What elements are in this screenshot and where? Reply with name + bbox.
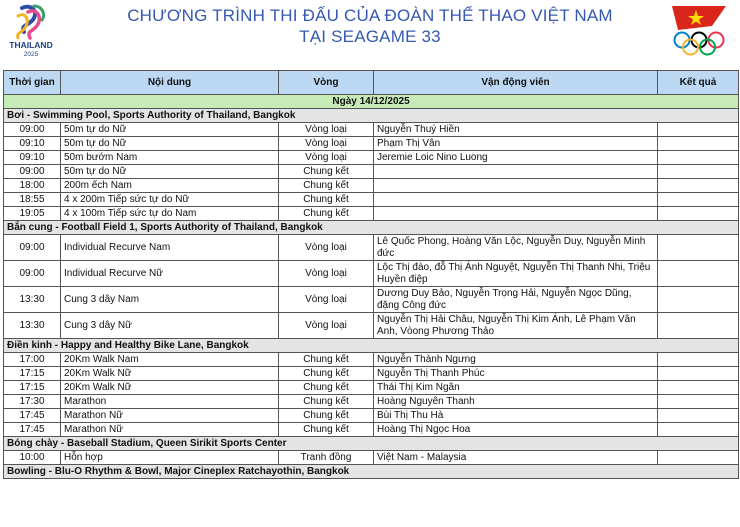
page-subtitle: TẠI SEAGAME 33	[299, 27, 441, 46]
cell-result	[658, 423, 739, 437]
cell-athletes: Việt Nam - Malaysia	[374, 451, 658, 465]
table-row	[4, 193, 739, 207]
cell-event: Individual Recurve Nữ	[61, 261, 279, 287]
cell-athletes	[374, 165, 658, 179]
venue-row	[4, 221, 739, 235]
table-row	[4, 207, 739, 221]
venue-row	[4, 109, 739, 123]
cell-event: Marathon Nữ	[61, 423, 279, 437]
cell-event: Individual Recurve Nam	[61, 235, 279, 261]
schedule-body	[4, 95, 739, 479]
page-title: CHƯƠNG TRÌNH THI ĐẤU CỦA ĐOÀN THỂ THAO VIỆT NAM	[127, 6, 613, 25]
table-row	[4, 151, 739, 165]
cell-event: 50m tự do Nữ	[61, 165, 279, 179]
cell-round: Chung kết	[279, 353, 374, 367]
table-row	[4, 179, 739, 193]
venue-row	[4, 465, 739, 479]
table-row	[4, 137, 739, 151]
day-row	[4, 95, 739, 109]
cell-round: Vòng loại	[279, 261, 374, 287]
table-row	[4, 353, 739, 367]
cell-round: Tranh đồng	[279, 451, 374, 465]
cell-round: Vòng loại	[279, 137, 374, 151]
cell-time: 13:30	[4, 287, 61, 313]
venue-label: Bắn cung - Football Field 1, Sports Authority of Thailand, Bangkok	[4, 221, 739, 235]
cell-event: Cung 3 dây Nam	[61, 287, 279, 313]
cell-athletes: Nguyễn Thị Thanh Phúc	[374, 367, 658, 381]
table-row	[4, 287, 739, 313]
column-header-event: Nội dung	[61, 71, 279, 95]
cell-event: Hỗn hợp	[61, 451, 279, 465]
table-row	[4, 235, 739, 261]
cell-time: 18:00	[4, 179, 61, 193]
cell-athletes: Phạm Thị Vân	[374, 137, 658, 151]
table-row	[4, 261, 739, 287]
table-row	[4, 313, 739, 339]
cell-result	[658, 235, 739, 261]
cell-event: 20Km Walk Nữ	[61, 367, 279, 381]
cell-event: 50m tự do Nữ	[61, 123, 279, 137]
cell-round: Chung kết	[279, 193, 374, 207]
table-row	[4, 423, 739, 437]
cell-round: Chung kết	[279, 207, 374, 221]
cell-event: 50m tự do Nữ	[61, 137, 279, 151]
cell-result	[658, 451, 739, 465]
column-header-time: Thời gian	[4, 71, 61, 95]
cell-time: 13:30	[4, 313, 61, 339]
cell-event: 20Km Walk Nam	[61, 353, 279, 367]
cell-athletes: Bùi Thị Thu Hà	[374, 409, 658, 423]
cell-round: Chung kết	[279, 179, 374, 193]
schedule-table	[3, 70, 739, 479]
cell-event: 200m ếch Nam	[61, 179, 279, 193]
cell-result	[658, 193, 739, 207]
venue-label: Bơi - Swimming Pool, Sports Authority of Thailand, Bangkok	[4, 109, 739, 123]
cell-result	[658, 395, 739, 409]
cell-round: Vòng loại	[279, 123, 374, 137]
column-header-result: Kết quả	[658, 71, 739, 95]
cell-athletes: Lộc Thị đào, đỗ Thị Ánh Nguyệt, Nguyễn Thị Thanh Nhi, Triệu Huyền điệp	[374, 261, 658, 287]
table-header-row	[4, 71, 739, 95]
cell-result	[658, 179, 739, 193]
cell-athletes: Thái Thị Kim Ngân	[374, 381, 658, 395]
cell-time: 17:45	[4, 409, 61, 423]
cell-event: Cung 3 dây Nữ	[61, 313, 279, 339]
logo-text: THAILAND	[9, 40, 53, 50]
cell-time: 09:00	[4, 261, 61, 287]
cell-round: Chung kết	[279, 395, 374, 409]
cell-athletes	[374, 179, 658, 193]
cell-event: Marathon Nữ	[61, 409, 279, 423]
cell-result	[658, 381, 739, 395]
cell-round: Vòng loại	[279, 235, 374, 261]
cell-time: 17:15	[4, 381, 61, 395]
cell-result	[658, 123, 739, 137]
cell-time: 17:00	[4, 353, 61, 367]
cell-time: 09:00	[4, 165, 61, 179]
cell-event: 4 x 200m Tiếp sức tự do Nữ	[61, 193, 279, 207]
cell-result	[658, 287, 739, 313]
venue-label: Bóng chày - Baseball Stadium, Queen Sirikit Sports Center	[4, 437, 739, 451]
cell-event: 50m bướm Nam	[61, 151, 279, 165]
cell-result	[658, 367, 739, 381]
cell-result	[658, 151, 739, 165]
cell-time: 09:10	[4, 151, 61, 165]
cell-round: Chung kết	[279, 367, 374, 381]
cell-event: 20Km Walk Nữ	[61, 381, 279, 395]
cell-round: Chung kết	[279, 165, 374, 179]
table-row	[4, 381, 739, 395]
cell-time: 17:45	[4, 423, 61, 437]
cell-round: Chung kết	[279, 409, 374, 423]
vietnam-olympic-logo-icon	[668, 4, 730, 58]
cell-round: Chung kết	[279, 423, 374, 437]
cell-event: Marathon	[61, 395, 279, 409]
cell-time: 09:00	[4, 123, 61, 137]
cell-result	[658, 207, 739, 221]
cell-time: 18:55	[4, 193, 61, 207]
cell-athletes: Nguyễn Thuý Hiền	[374, 123, 658, 137]
venue-row	[4, 339, 739, 353]
cell-time: 17:15	[4, 367, 61, 381]
cell-round: Chung kết	[279, 381, 374, 395]
day-label: Ngày 14/12/2025	[4, 95, 739, 109]
table-row	[4, 451, 739, 465]
venue-label: Bowling - Blu-O Rhythm & Bowl, Major Cineplex Ratchayothin, Bangkok	[4, 465, 739, 479]
cell-athletes: Jeremie Loic Nino Luong	[374, 151, 658, 165]
venue-label: Điền kinh - Happy and Healthy Bike Lane, Bangkok	[4, 339, 739, 353]
cell-result	[658, 409, 739, 423]
cell-athletes: Nguyễn Thị Hải Châu, Nguyễn Thị Kim Ánh, Lê Phạm Vân Anh, Vòong Phương Thảo	[374, 313, 658, 339]
cell-athletes: Nguyễn Thành Ngưng	[374, 353, 658, 367]
table-row	[4, 367, 739, 381]
cell-athletes: Hoàng Thị Ngọc Hoa	[374, 423, 658, 437]
cell-athletes	[374, 193, 658, 207]
table-row	[4, 123, 739, 137]
cell-athletes: Lê Quốc Phong, Hoàng Văn Lộc, Nguyễn Duy, Nguyễn Minh đức	[374, 235, 658, 261]
cell-result	[658, 261, 739, 287]
cell-time: 10:00	[4, 451, 61, 465]
cell-result	[658, 165, 739, 179]
column-header-round: Vòng	[279, 71, 374, 95]
page-header	[0, 0, 740, 68]
table-row	[4, 165, 739, 179]
venue-row	[4, 437, 739, 451]
cell-time: 09:00	[4, 235, 61, 261]
cell-round: Vòng loại	[279, 151, 374, 165]
cell-event: 4 x 100m Tiếp sức tự do Nam	[61, 207, 279, 221]
cell-round: Vòng loại	[279, 287, 374, 313]
cell-result	[658, 313, 739, 339]
cell-time: 19:05	[4, 207, 61, 221]
cell-athletes	[374, 207, 658, 221]
table-row	[4, 395, 739, 409]
table-row	[4, 409, 739, 423]
cell-athletes: Dương Duy Bảo, Nguyễn Trọng Hải, Nguyễn Ngọc Dũng, đặng Công đức	[374, 287, 658, 313]
logo-year: 2025	[23, 51, 39, 58]
column-header-athletes: Vận động viên	[374, 71, 658, 95]
cell-time: 09:10	[4, 137, 61, 151]
cell-result	[658, 353, 739, 367]
cell-time: 17:30	[4, 395, 61, 409]
cell-round: Vòng loại	[279, 313, 374, 339]
cell-athletes: Hoàng Nguyên Thanh	[374, 395, 658, 409]
cell-result	[658, 137, 739, 151]
